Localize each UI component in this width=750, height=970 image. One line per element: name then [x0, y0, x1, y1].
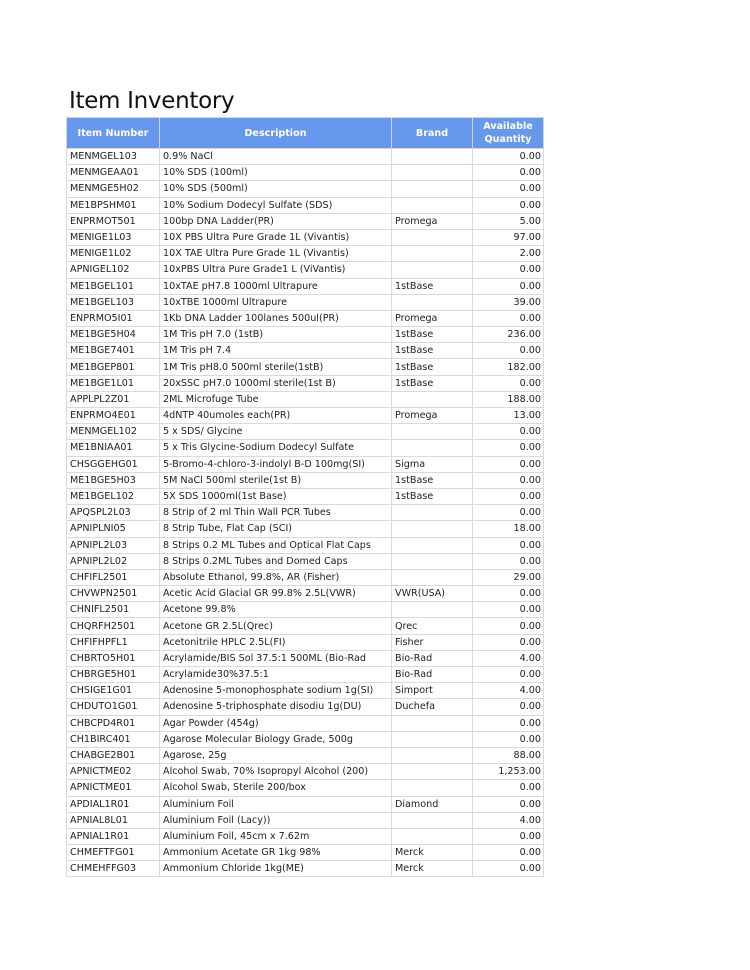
cell-item-number: ENPRMO4E01 — [67, 408, 160, 424]
inventory-table — [66, 117, 544, 877]
cell-brand — [392, 181, 473, 197]
cell-item-number: MENIGE1L03 — [67, 229, 160, 245]
cell-description: 10% Sodium Dodecyl Sulfate (SDS) — [160, 197, 392, 213]
cell-brand: Simport — [392, 683, 473, 699]
cell-description: 8 Strips 0.2ML Tubes and Domed Caps — [160, 553, 392, 569]
cell-item-number: CHDUTO1G01 — [67, 699, 160, 715]
cell-description: 8 Strips 0.2 ML Tubes and Optical Flat Caps — [160, 537, 392, 553]
cell-item-number: MENMGEAA01 — [67, 165, 160, 181]
cell-brand: Duchefa — [392, 699, 473, 715]
table-row — [67, 391, 544, 407]
cell-quantity: 5.00 — [473, 213, 544, 229]
table-row — [67, 488, 544, 504]
cell-item-number: ME1BGEL103 — [67, 294, 160, 310]
cell-brand — [392, 553, 473, 569]
table-row — [67, 667, 544, 683]
cell-brand — [392, 440, 473, 456]
cell-item-number: CHFIFHPFL1 — [67, 634, 160, 650]
cell-item-number: CHMEHFFG03 — [67, 861, 160, 877]
cell-description: 1Kb DNA Ladder 100lanes 500ul(PR) — [160, 310, 392, 326]
cell-quantity: 0.00 — [473, 505, 544, 521]
cell-brand — [392, 537, 473, 553]
cell-quantity: 2.00 — [473, 246, 544, 262]
table-row — [67, 780, 544, 796]
cell-description: Agarose, 25g — [160, 747, 392, 763]
table-row — [67, 472, 544, 488]
cell-quantity: 0.00 — [473, 602, 544, 618]
cell-brand — [392, 294, 473, 310]
cell-item-number: ME1BGE5H04 — [67, 327, 160, 343]
cell-quantity: 18.00 — [473, 521, 544, 537]
cell-quantity: 1,253.00 — [473, 764, 544, 780]
cell-item-number: APNICTME01 — [67, 780, 160, 796]
cell-brand: VWR(USA) — [392, 586, 473, 602]
table-row — [67, 229, 544, 245]
cell-item-number: APNIPLNI05 — [67, 521, 160, 537]
cell-brand: Merck — [392, 861, 473, 877]
cell-item-number: APNIAL1R01 — [67, 828, 160, 844]
table-row — [67, 359, 544, 375]
cell-description: Ammonium Acetate GR 1kg 98% — [160, 845, 392, 861]
cell-quantity: 13.00 — [473, 408, 544, 424]
cell-item-number: CHMEFTFG01 — [67, 845, 160, 861]
cell-description: Aluminium Foil, 45cm x 7.62m — [160, 828, 392, 844]
cell-quantity: 0.00 — [473, 343, 544, 359]
cell-description: Acetone 99.8% — [160, 602, 392, 618]
cell-brand — [392, 149, 473, 165]
cell-description: Alcohol Swab, Sterile 200/box — [160, 780, 392, 796]
cell-item-number: APNIPL2L03 — [67, 537, 160, 553]
cell-quantity: 0.00 — [473, 310, 544, 326]
cell-description: Aluminium Foil (Lacy)) — [160, 812, 392, 828]
cell-quantity: 0.00 — [473, 861, 544, 877]
cell-description: 1M Tris pH 7.0 (1stB) — [160, 327, 392, 343]
table-row — [67, 375, 544, 391]
table-row — [67, 634, 544, 650]
cell-item-number: CHBCPD4R01 — [67, 715, 160, 731]
table-row — [67, 213, 544, 229]
cell-item-number: ME1BGE1L01 — [67, 375, 160, 391]
cell-item-number: MENMGE5H02 — [67, 181, 160, 197]
cell-quantity: 188.00 — [473, 391, 544, 407]
table-row — [67, 715, 544, 731]
cell-brand — [392, 505, 473, 521]
cell-brand — [392, 521, 473, 537]
table-row — [67, 537, 544, 553]
cell-quantity: 0.00 — [473, 618, 544, 634]
cell-brand: Promega — [392, 408, 473, 424]
cell-brand — [392, 424, 473, 440]
table-row — [67, 796, 544, 812]
cell-description: Alcohol Swab, 70% Isopropyl Alcohol (200) — [160, 764, 392, 780]
table-row — [67, 861, 544, 877]
cell-description: Agar Powder (454g) — [160, 715, 392, 731]
table-row — [67, 149, 544, 165]
cell-quantity: 0.00 — [473, 262, 544, 278]
cell-brand: 1stBase — [392, 278, 473, 294]
header-brand: Brand — [392, 118, 473, 149]
table-row — [67, 747, 544, 763]
cell-item-number: CHVWPN2501 — [67, 586, 160, 602]
cell-quantity: 0.00 — [473, 845, 544, 861]
table-row — [67, 310, 544, 326]
cell-quantity: 0.00 — [473, 667, 544, 683]
table-row — [67, 845, 544, 861]
table-row — [67, 505, 544, 521]
cell-brand — [392, 747, 473, 763]
page-title: Item Inventory — [69, 88, 235, 114]
cell-brand — [392, 262, 473, 278]
cell-quantity: 0.00 — [473, 472, 544, 488]
table-row — [67, 343, 544, 359]
cell-description: Adenosine 5-triphosphate disodiu 1g(DU) — [160, 699, 392, 715]
cell-quantity: 0.00 — [473, 731, 544, 747]
cell-quantity: 0.00 — [473, 278, 544, 294]
cell-description: 10X TAE Ultra Pure Grade 1L (Vivantis) — [160, 246, 392, 262]
cell-item-number: APNICTME02 — [67, 764, 160, 780]
cell-brand — [392, 197, 473, 213]
cell-quantity: 97.00 — [473, 229, 544, 245]
table-row — [67, 440, 544, 456]
cell-item-number: CHSIGE1G01 — [67, 683, 160, 699]
cell-brand: Promega — [392, 213, 473, 229]
cell-item-number: ENPRMOT501 — [67, 213, 160, 229]
cell-quantity: 0.00 — [473, 537, 544, 553]
cell-item-number: APNIPL2L02 — [67, 553, 160, 569]
cell-description: 8 Strip Tube, Flat Cap (SCI) — [160, 521, 392, 537]
cell-description: Ammonium Chloride 1kg(ME) — [160, 861, 392, 877]
cell-item-number: CHBRTO5H01 — [67, 650, 160, 666]
cell-quantity: 88.00 — [473, 747, 544, 763]
cell-quantity: 0.00 — [473, 634, 544, 650]
cell-quantity: 0.00 — [473, 796, 544, 812]
table-row — [67, 424, 544, 440]
cell-description: Acetic Acid Glacial GR 99.8% 2.5L(VWR) — [160, 586, 392, 602]
table-row — [67, 699, 544, 715]
cell-quantity: 0.00 — [473, 181, 544, 197]
cell-description: 2ML Microfuge Tube — [160, 391, 392, 407]
cell-brand — [392, 391, 473, 407]
cell-description: Acrylamide/BIS Sol 37.5:1 500ML (Bio-Rad — [160, 650, 392, 666]
table-row — [67, 197, 544, 213]
cell-quantity: 4.00 — [473, 683, 544, 699]
cell-quantity: 0.00 — [473, 715, 544, 731]
cell-item-number: CHQRFH2501 — [67, 618, 160, 634]
cell-brand: 1stBase — [392, 488, 473, 504]
cell-item-number: ME1BNIAA01 — [67, 440, 160, 456]
cell-quantity: 182.00 — [473, 359, 544, 375]
cell-quantity: 0.00 — [473, 699, 544, 715]
table-row — [67, 764, 544, 780]
cell-quantity: 236.00 — [473, 327, 544, 343]
cell-item-number: ME1BGE7401 — [67, 343, 160, 359]
cell-description: 10% SDS (100ml) — [160, 165, 392, 181]
table-header-row — [67, 118, 544, 149]
cell-item-number: MENMGEL103 — [67, 149, 160, 165]
cell-brand: Bio-Rad — [392, 667, 473, 683]
cell-brand — [392, 731, 473, 747]
cell-description: 5M NaCl 500ml sterile(1st B) — [160, 472, 392, 488]
header-item-number: Item Number — [67, 118, 160, 149]
cell-description: 10% SDS (500ml) — [160, 181, 392, 197]
cell-brand — [392, 229, 473, 245]
table-row — [67, 731, 544, 747]
cell-item-number: ME1BGE5H03 — [67, 472, 160, 488]
cell-description: 100bp DNA Ladder(PR) — [160, 213, 392, 229]
cell-brand — [392, 780, 473, 796]
table-row — [67, 278, 544, 294]
cell-description: Adenosine 5-monophosphate sodium 1g(SI) — [160, 683, 392, 699]
cell-quantity: 0.00 — [473, 440, 544, 456]
cell-description: 10xPBS Ultra Pure Grade1 L (ViVantis) — [160, 262, 392, 278]
cell-brand — [392, 828, 473, 844]
cell-description: 1M Tris pH8.0 500ml sterile(1stB) — [160, 359, 392, 375]
cell-quantity: 0.00 — [473, 197, 544, 213]
cell-quantity: 39.00 — [473, 294, 544, 310]
cell-item-number: APDIAL1R01 — [67, 796, 160, 812]
cell-quantity: 0.00 — [473, 456, 544, 472]
cell-item-number: APPLPL2Z01 — [67, 391, 160, 407]
table-body — [67, 149, 544, 877]
cell-item-number: ME1BGEL101 — [67, 278, 160, 294]
cell-description: Acetone GR 2.5L(Qrec) — [160, 618, 392, 634]
cell-description: 4dNTP 40umoles each(PR) — [160, 408, 392, 424]
table-row — [67, 165, 544, 181]
cell-item-number: CHSGGEHG01 — [67, 456, 160, 472]
cell-description: 5 x Tris Glycine-Sodium Dodecyl Sulfate — [160, 440, 392, 456]
cell-quantity: 0.00 — [473, 149, 544, 165]
cell-description: 1M Tris pH 7.4 — [160, 343, 392, 359]
header-available-quantity-label: Available Quantity — [483, 121, 533, 145]
table-row — [67, 456, 544, 472]
cell-quantity: 0.00 — [473, 586, 544, 602]
cell-quantity: 0.00 — [473, 553, 544, 569]
table-row — [67, 262, 544, 278]
cell-brand: 1stBase — [392, 472, 473, 488]
cell-description: 5X SDS 1000ml(1st Base) — [160, 488, 392, 504]
cell-description: Aluminium Foil — [160, 796, 392, 812]
header-description: Description — [160, 118, 392, 149]
cell-brand: Diamond — [392, 796, 473, 812]
cell-description: Agarose Molecular Biology Grade, 500g — [160, 731, 392, 747]
cell-description: Acrylamide30%37.5:1 — [160, 667, 392, 683]
cell-quantity: 0.00 — [473, 424, 544, 440]
cell-description: 8 Strip of 2 ml Thin Wall PCR Tubes — [160, 505, 392, 521]
cell-brand: Sigma — [392, 456, 473, 472]
cell-brand: Bio-Rad — [392, 650, 473, 666]
cell-quantity: 0.00 — [473, 828, 544, 844]
cell-item-number: ME1BGEP801 — [67, 359, 160, 375]
cell-item-number: ENPRMO5I01 — [67, 310, 160, 326]
cell-quantity: 0.00 — [473, 375, 544, 391]
cell-item-number: MENIGE1L02 — [67, 246, 160, 262]
cell-description: 5-Bromo-4-chloro-3-indolyl B-D 100mg(SI) — [160, 456, 392, 472]
cell-quantity: 29.00 — [473, 569, 544, 585]
table-row — [67, 294, 544, 310]
table-row — [67, 408, 544, 424]
cell-brand: 1stBase — [392, 375, 473, 391]
cell-brand — [392, 602, 473, 618]
cell-item-number: CH1BIRC401 — [67, 731, 160, 747]
table-row — [67, 683, 544, 699]
cell-brand: Merck — [392, 845, 473, 861]
table-row — [67, 181, 544, 197]
cell-description: 10xTBE 1000ml Ultrapure — [160, 294, 392, 310]
cell-description: 5 x SDS/ Glycine — [160, 424, 392, 440]
cell-brand — [392, 569, 473, 585]
cell-description: 10X PBS Ultra Pure Grade 1L (Vivantis) — [160, 229, 392, 245]
table-row — [67, 327, 544, 343]
table-row — [67, 812, 544, 828]
cell-quantity: 0.00 — [473, 488, 544, 504]
header-available-quantity — [473, 118, 544, 149]
cell-item-number: CHBRGE5H01 — [67, 667, 160, 683]
cell-quantity: 4.00 — [473, 812, 544, 828]
cell-description: 10xTAE pH7.8 1000ml Ultrapure — [160, 278, 392, 294]
cell-quantity: 4.00 — [473, 650, 544, 666]
table-row — [67, 650, 544, 666]
cell-quantity: 0.00 — [473, 165, 544, 181]
cell-item-number: CHFIFL2501 — [67, 569, 160, 585]
table-row — [67, 618, 544, 634]
cell-brand — [392, 165, 473, 181]
cell-description: 20xSSC pH7.0 1000ml sterile(1st B) — [160, 375, 392, 391]
table-row — [67, 602, 544, 618]
cell-brand: 1stBase — [392, 327, 473, 343]
cell-item-number: APQSPL2L03 — [67, 505, 160, 521]
cell-description: Absolute Ethanol, 99.8%, AR (Fisher) — [160, 569, 392, 585]
cell-brand — [392, 715, 473, 731]
table-row — [67, 828, 544, 844]
cell-brand — [392, 246, 473, 262]
cell-description: Acetonitrile HPLC 2.5L(FI) — [160, 634, 392, 650]
cell-quantity: 0.00 — [473, 780, 544, 796]
table-row — [67, 553, 544, 569]
cell-item-number: APNIAL8L01 — [67, 812, 160, 828]
cell-item-number: ME1BGEL102 — [67, 488, 160, 504]
table-row — [67, 246, 544, 262]
table-row — [67, 586, 544, 602]
cell-brand — [392, 764, 473, 780]
cell-brand: 1stBase — [392, 359, 473, 375]
cell-brand: Qrec — [392, 618, 473, 634]
cell-brand — [392, 812, 473, 828]
cell-description: 0.9% NaCl — [160, 149, 392, 165]
cell-item-number: CHABGE2B01 — [67, 747, 160, 763]
cell-item-number: ME1BPSHM01 — [67, 197, 160, 213]
cell-item-number: CHNIFL2501 — [67, 602, 160, 618]
cell-item-number: APNIGEL102 — [67, 262, 160, 278]
cell-brand: Promega — [392, 310, 473, 326]
table-row — [67, 569, 544, 585]
cell-brand: 1stBase — [392, 343, 473, 359]
table-row — [67, 521, 544, 537]
cell-item-number: MENMGEL102 — [67, 424, 160, 440]
cell-brand: Fisher — [392, 634, 473, 650]
